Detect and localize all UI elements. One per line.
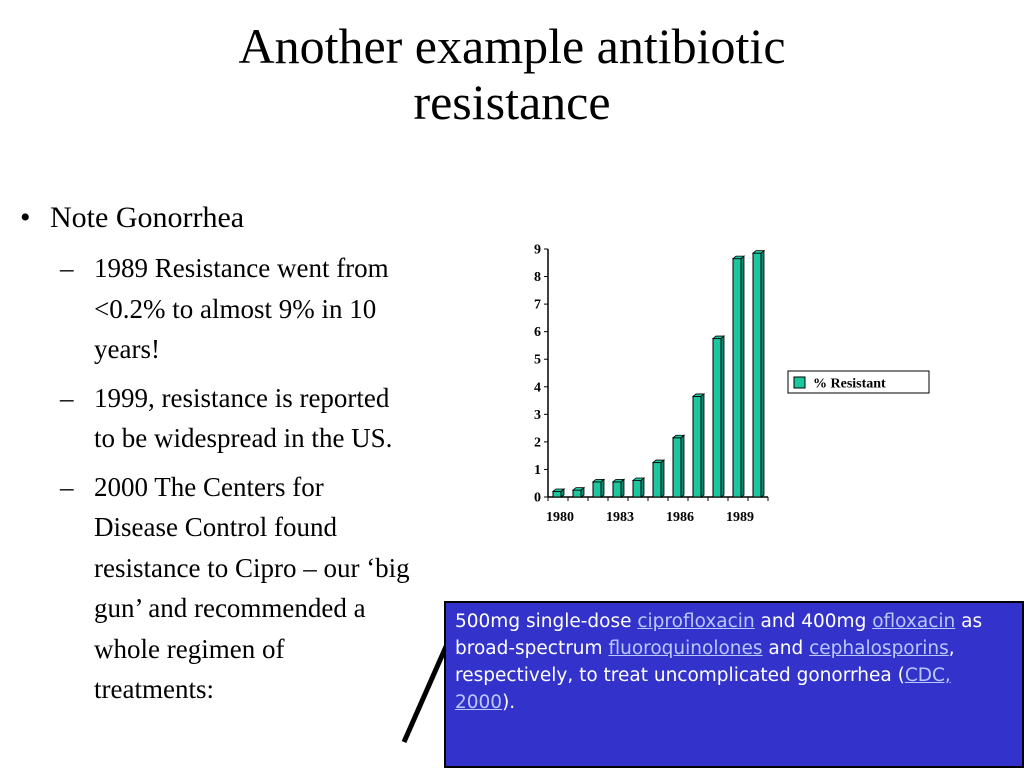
y-tick-label: 8 xyxy=(534,270,541,286)
link-cdc-2000[interactable]: CDC, 2000 xyxy=(455,665,951,713)
y-tick-label: 0 xyxy=(534,490,541,506)
link-ofloxacin[interactable]: ofloxacin xyxy=(872,611,956,632)
sub-bullet-text: 1999, resistance is reported to be widespread in the US. xyxy=(94,382,393,453)
callout-text: , respectively, to treat uncomplicated gonorrhea ( xyxy=(455,638,955,686)
link-fluoroquinolones[interactable]: fluoroquinolones xyxy=(608,638,763,659)
x-tick-label: 1980 xyxy=(546,510,574,525)
sub-bullet-marker: – xyxy=(60,471,74,502)
x-tick-label: 1989 xyxy=(726,510,754,525)
y-tick-label: 4 xyxy=(534,380,541,396)
y-tick-label: 5 xyxy=(534,352,541,368)
pointer-line xyxy=(404,642,448,742)
callout-text: as broad-spectrum xyxy=(455,611,983,659)
sub-bullet-text: 1989 Resistance went from <0.2% to almost 9% in 10 years! xyxy=(94,253,389,364)
legend-label: % Resistant xyxy=(813,376,886,392)
sub-bullet-marker: – xyxy=(60,253,74,283)
title-line-1: Another example antibiotic xyxy=(238,18,786,74)
bullet-main-text: Note Gonorrhea xyxy=(50,201,245,234)
y-tick-label: 2 xyxy=(534,435,541,451)
y-tick-label: 6 xyxy=(534,325,541,341)
callout-text: 500mg single-dose xyxy=(455,611,638,632)
y-tick-label: 9 xyxy=(534,242,541,258)
y-tick-label: 7 xyxy=(534,297,541,313)
sub-bullet-text: 2000 The Centers for Disease Control found resistance to Cipro – our ‘big gun’ and recommended a whole regimen of treatments: xyxy=(94,471,410,704)
callout-text: and xyxy=(762,638,810,659)
sub-bullet-marker: – xyxy=(60,382,74,413)
treatment-callout xyxy=(444,601,1024,768)
callout-text: and 400mg xyxy=(754,611,873,632)
callout-text: ). xyxy=(502,692,516,713)
x-tick-label: 1986 xyxy=(666,510,694,525)
link-cephalosporins[interactable]: cephalosporins xyxy=(809,638,949,659)
x-tick-label: 1983 xyxy=(606,510,634,525)
y-tick-label: 1 xyxy=(534,462,541,478)
title-line-2: resistance xyxy=(413,74,611,130)
bullet-marker: • xyxy=(20,201,31,234)
link-ciprofloxacin[interactable]: ciprofloxacin xyxy=(637,611,755,632)
y-tick-label: 3 xyxy=(534,407,541,423)
